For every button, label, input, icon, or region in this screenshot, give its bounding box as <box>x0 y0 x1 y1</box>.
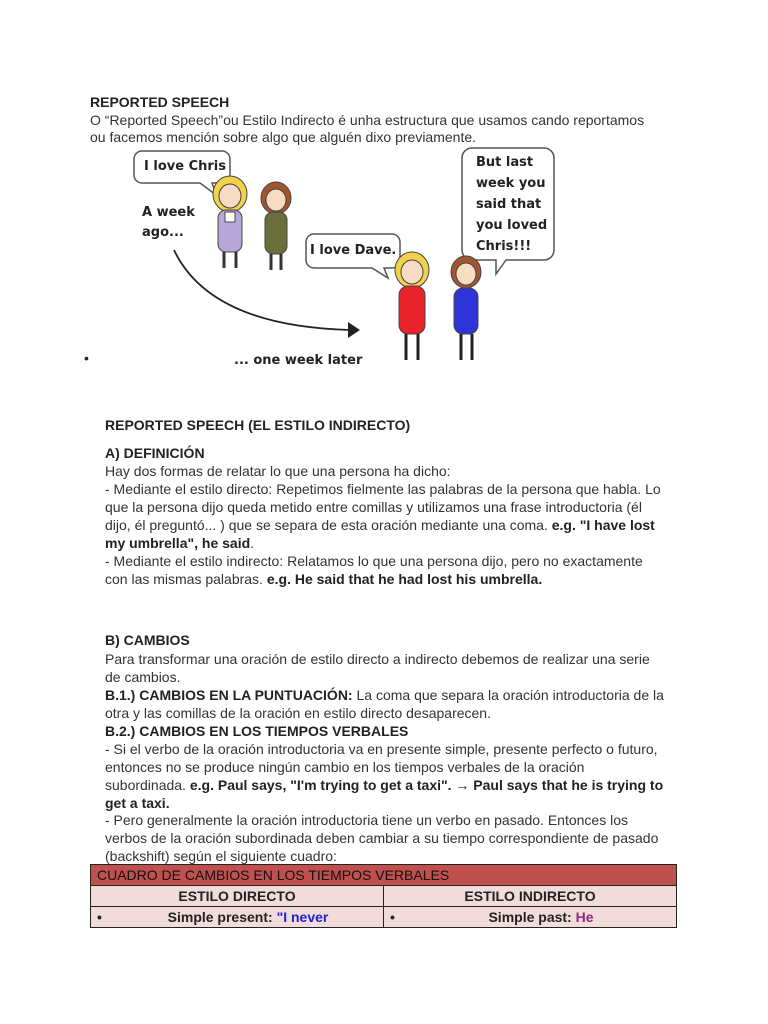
section-title: REPORTED SPEECH (EL ESTILO INDIRECTO) <box>105 417 411 433</box>
section-b2-title: B.2.) CAMBIOS EN LOS TIEMPOS VERBALES <box>105 723 409 739</box>
girl-brown-1 <box>261 182 291 270</box>
section-a-paragraph1: Hay dos formas de relatar lo que una persona ha dicho: <box>105 463 451 479</box>
girl-blonde-1 <box>213 176 247 268</box>
speech-bubble-3 <box>462 148 554 274</box>
section-b-paragraph1: Para transformar una oración de estilo directo a indirecto debemos de realizar una serie de cambios. <box>105 651 650 685</box>
girl-brown-2 <box>451 256 481 360</box>
svg-text:But last week you: But last week you said that you loved Chris!!! <box>476 155 548 254</box>
table-row-right: • Simple past: He <box>384 907 677 928</box>
table-col-indirect: ESTILO INDIRECTO <box>384 886 677 907</box>
section-b2-paragraph2: - Pero generalmente la oración introductoria tiene un verbo en pasado. Entonces los verbos de la oración subordinada deben cambiar a su tiempo correspondiente de pasado (backshift) según el siguiente cuadro: <box>105 812 659 864</box>
svg-text:ago...: ago... <box>142 225 184 240</box>
label-later: ... one week later <box>234 353 363 368</box>
speech-bubble-2 <box>306 234 400 278</box>
table-row-left: • Simple present: "I never <box>91 907 384 928</box>
section-a-title: A) DEFINICIÓN <box>105 445 205 461</box>
bubble2-text: I love Dave. <box>310 243 397 258</box>
intro-paragraph: O “Reported Speech”ou Estilo Indirecto é unha estructura que usamos cando reportamos ou facemos mención sobre algo que alguén dixo previamente. <box>90 112 645 145</box>
section-a-paragraph3: - Mediante el estilo indirecto: Relatamos lo que una persona dijo, pero no exactamente con las mismas palabras. e.g. He said that he had lost his umbrella. <box>105 553 643 587</box>
section-b2-paragraph1: - Si el verbo de la oración introductoria va en presente simple, presente perfecto o futuro, entonces no se produce ningún cambio en los tiempos verbales de la oración subordinada. e.g. Paul says, "I'm trying to get a taxi". → Paul says that he is trying to get a taxi. <box>105 741 664 811</box>
section-a-paragraph2: - Mediante el estilo directo: Repetimos fielmente las palabras de la persona que habla. Lo que la persona dijo queda metido entre comillas y utilizamos una frase introductoria (él dijo, él preguntó... ) que se separa de esta oración mediante una coma. e.g. "I have lost my umbrella", he said. <box>105 481 661 551</box>
girl-blonde-2 <box>395 252 429 360</box>
verb-tense-table <box>90 864 677 928</box>
label-week: A week <box>142 205 195 220</box>
bubble1-text: I love Chris <box>144 159 226 174</box>
section-b-title: B) CAMBIOS <box>105 632 190 648</box>
table-title: CUADRO DE CAMBIOS EN LOS TIEMPOS VERBALES <box>91 865 677 886</box>
section-b1-paragraph: B.1.) CAMBIOS EN LA PUNTUACIÓN: La coma que separa la oración introductoria de la otra y las comillas de la oración en estilo directo desaparecen. <box>105 687 664 721</box>
bullet: • <box>84 350 89 366</box>
page-title: REPORTED SPEECH <box>90 94 230 110</box>
reported-speech-illustration <box>130 146 570 374</box>
table-col-direct: ESTILO DIRECTO <box>91 886 384 907</box>
